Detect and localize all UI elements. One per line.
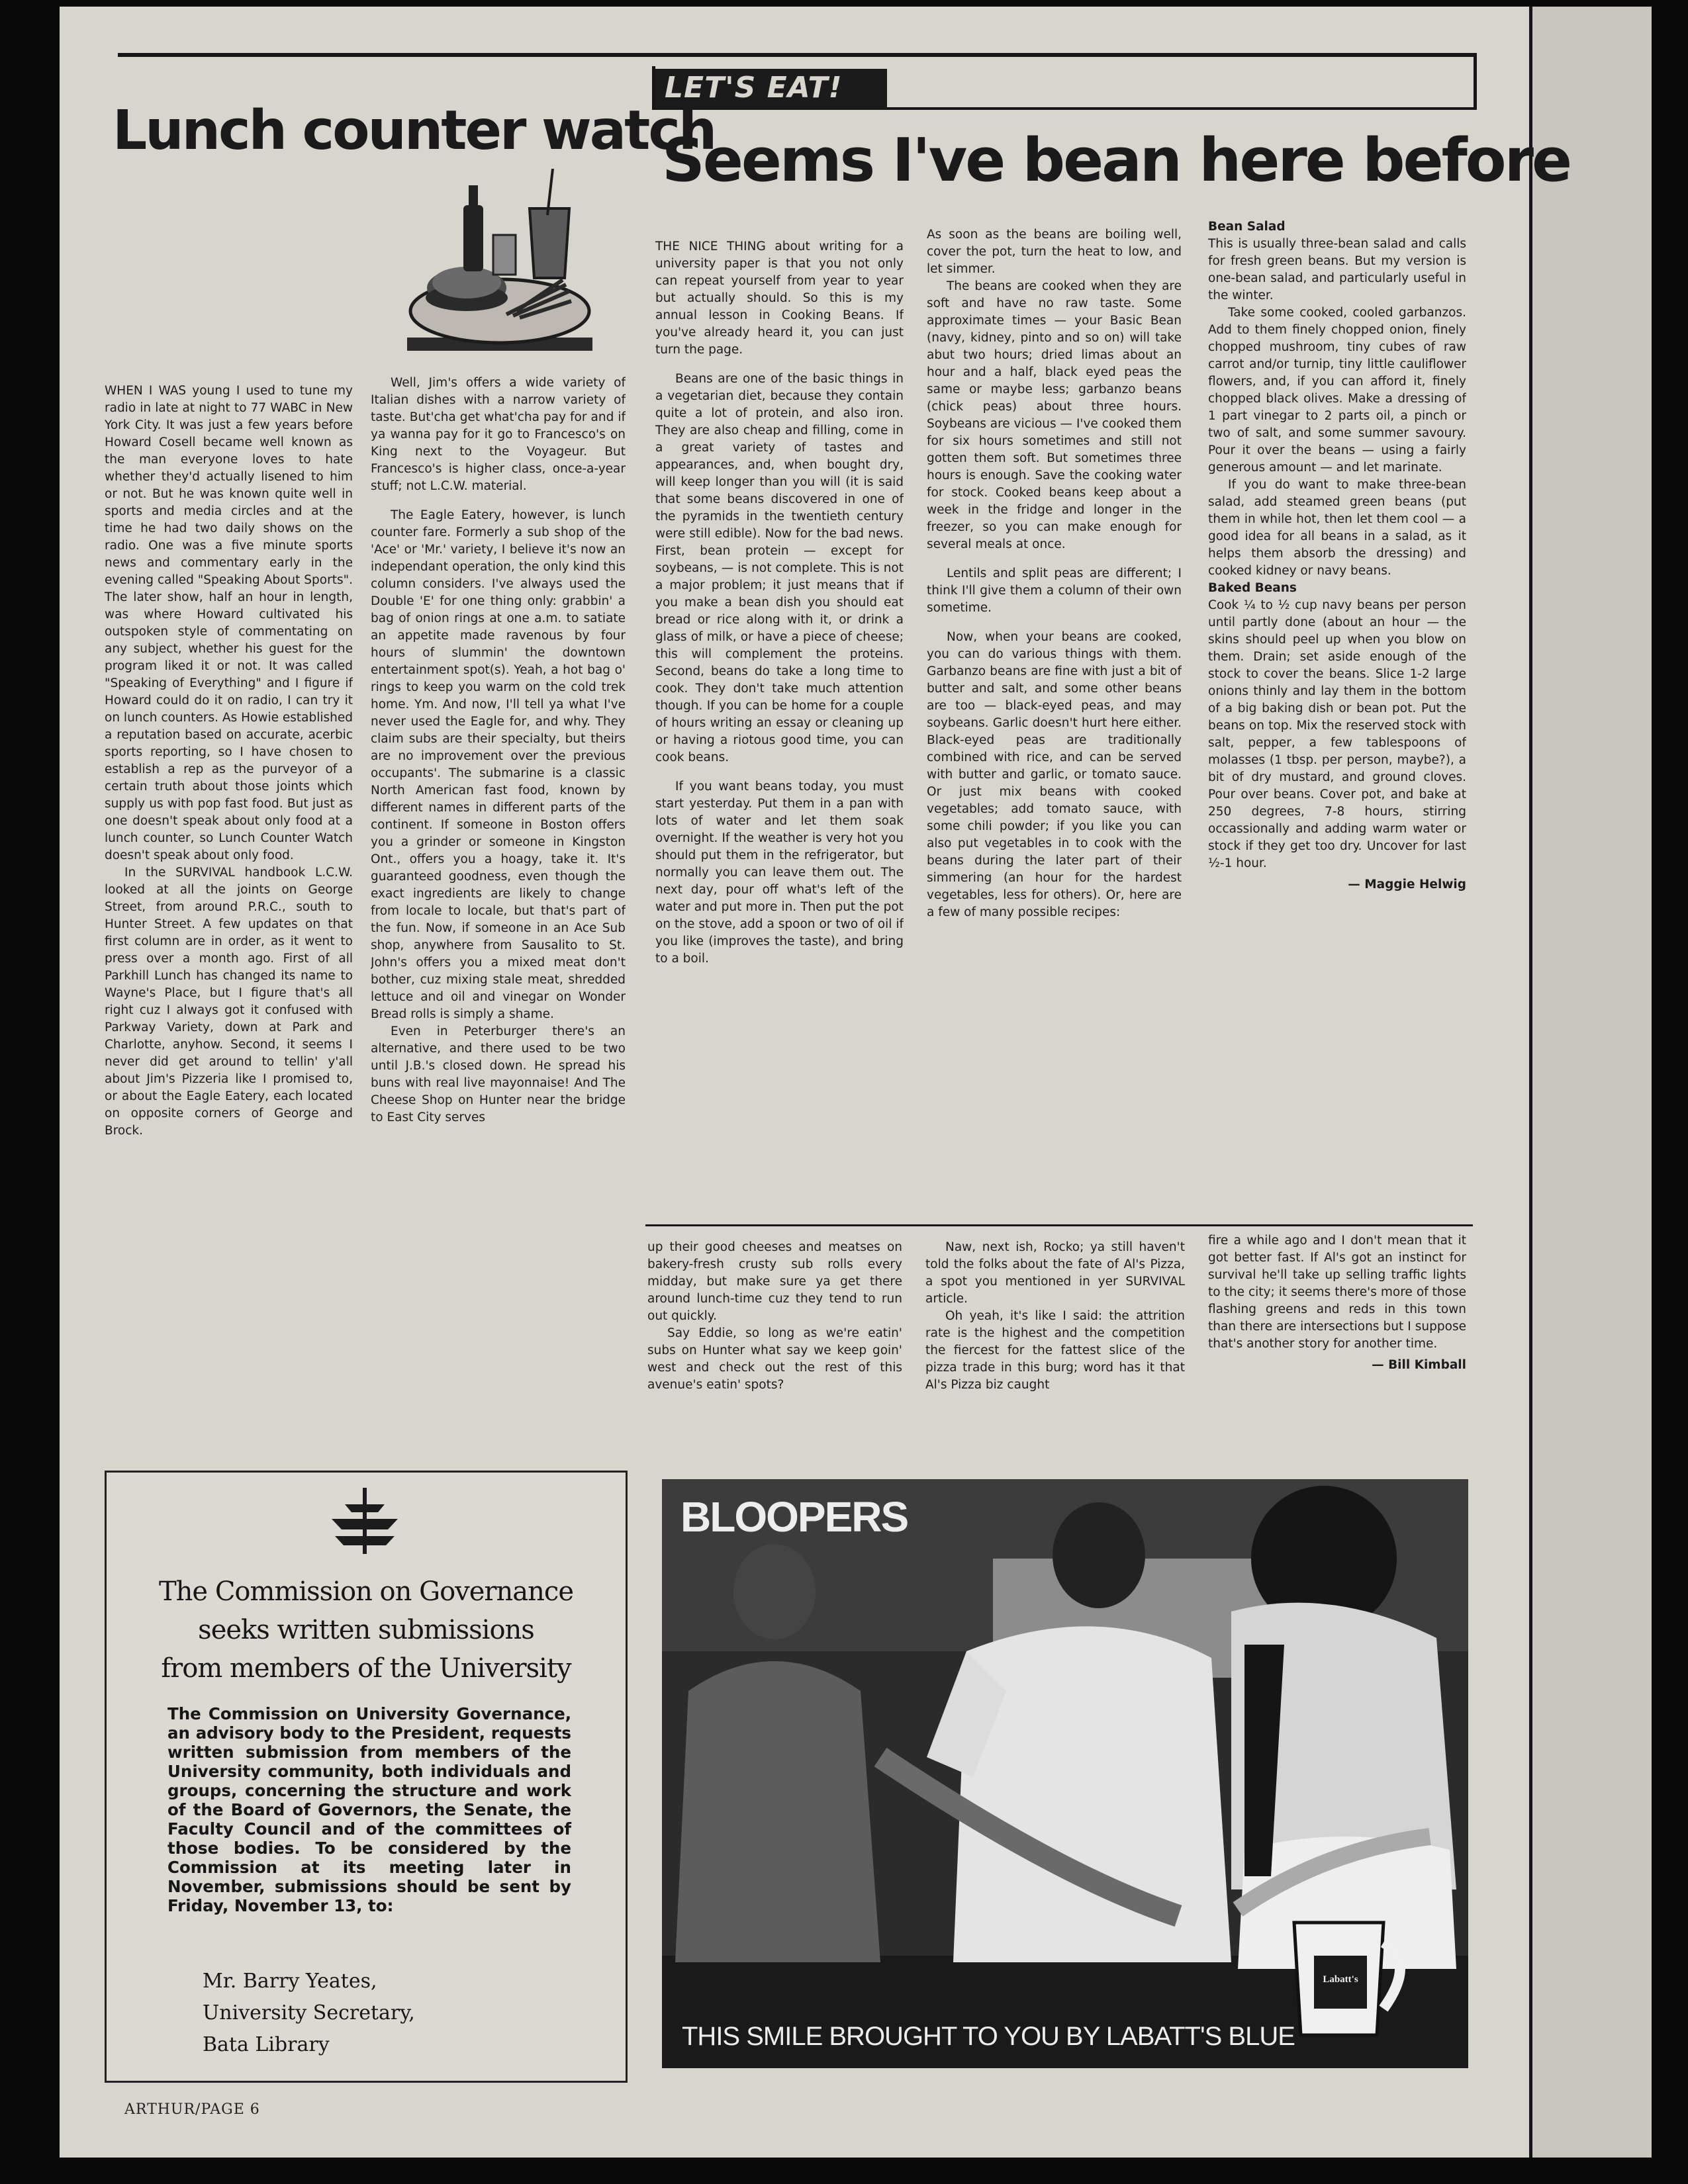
paragraph: Lentils and split peas are different; I think I'll give them a column of their own sometime. <box>927 567 1182 615</box>
lunch-column-4 <box>925 1239 1185 1457</box>
paragraph: As soon as the beans are boiling well, cover the pot, turn the heat to low, and let simmer. <box>927 228 1182 276</box>
commission-headline-2: seeks written submissions <box>198 1615 534 1645</box>
ad-title: BLOOPERS <box>680 1493 908 1541</box>
paragraph: Say Eddie, so long as we're eatin' subs on Hunter what say we keep goin' west and check out the rest of this avenue's eatin' spots? <box>647 1326 902 1392</box>
column-divider-rule <box>645 1224 1473 1226</box>
paragraph: This is usually three-bean salad and calls for fresh green beans. But my version is one-bean salad, and particularly useful in the winter. <box>1208 237 1466 302</box>
paragraph: The Eagle Eatery, however, is lunch counter fare. Formerly a sub shop of the 'Ace' or 'Mr.' variety, I believe it's now an independant operation, the only kind this column considers. I've always used the Double 'E' for one thing only: grabbin' a bag of onion rings at one a.m. to satiate an appetite made ravenous by four hours of slummin' the downtown entertainment spot(s). Yeah, a hot bag o' rings to keep you warm on the cold trek home. Ym. And now, I'll tell ya what I've never used the Eagle for, and why. They claim subs are their specialty, but theirs are no improvement over the previous occupants'. The submarine is a classic North American fast food, known by different names in different parts of the continent. If someone in Boston offers you a grinder or someone in Kingston Ont., offers you a hoagy, take it. It's guaranteed goodness, even though the exact ingredients are likely to change from locale to locale, but that's part of the fun. Now, if someone in an Ace Sub shop, anywhere from Sausalito to St. John's offers you a mixed meat don't bother, cuz mixing stale meat, shredded lettuce and oil and vinegar on Wonder Bread rolls is simply a shame. <box>371 508 626 1021</box>
lunch-column-3 <box>647 1239 902 1457</box>
paragraph: fire a while ago and I don't mean that it got better fast. If Al's got an instinct for survival he'll take up selling traffic lights to the city; it seems there's more of those flashing greens and reds in this town than there are intersections but I suppose that's another story for another time. <box>1208 1234 1466 1351</box>
paragraph: Now, when your beans are cooked, you can do various things with them. Garbanzo beans are fine with just a bit of butter and salt, and some other beans are too — black-eyed peas, and may soybeans. Garlic doesn't hurt here either. Black-eyed peas are traditionally combined with rice, and can be served with butter and garlic, or tomato sauce. Or just mix beans with cooked vegetables; add tomato sauce, with some chili powder; if you like you can also put vegetables in to cook with the beans during the later part of their simmering (an hour for the hardest vegetables, less for others). Or, here are a few of many possible recipes: <box>927 630 1182 919</box>
paragraph: If you want beans today, you must start yesterday. Put them in a pan with lots of water and let them soak overnight. If the weather is very hot you should put them in the refrigerator, but normally you can leave them out. The next day, pour off what's left of the water and put more in. Then put the pot on the stove, add a spoon or two of oil if you like (improves the taste), and bring to a boil. <box>655 780 904 966</box>
paragraph: THE NICE THING about writing for a university paper is that you not only can repeat yourself from year to year but actually should. So this is my annual lesson in Cooking Beans. If you've already heard it, you can just turn the page. <box>655 240 904 357</box>
bean-column-1 <box>655 238 904 1211</box>
labatts-ad <box>662 1479 1468 2068</box>
byline: — Bill Kimball <box>1372 1358 1466 1372</box>
paragraph: In the SURVIVAL handbook L.C.W. looked at all the joints on George Street, from around P.R.C., south to Hunter Street. A few updates on that first column are in order, as it went to press over a month ago. First of all Parkhill Lunch has changed its name to Wayne's Place, but I figure that's all right cuz I always got it confused with Parkway Variety, down at Park and Charlotte, anyhow. Second, it seems I never did get around to tellin' y'all about Jim's Pizzeria like I promised to, or about the Eagle Eatery, each located on opposite corners of George and Brock. <box>105 866 353 1138</box>
banner-right-rule <box>1474 53 1477 110</box>
commission-address <box>203 1966 415 2061</box>
commission-body: The Commission on University Governance, an advisory body to the President, requests written submission from members of the University community, both individuals and groups, concerning the structure and work of the Board of Governors, the Senate, the Faculty Council and of the committees of those bodies. To be considered by the Commission at its meeting later in November, submissions should be sent by Friday, November 13, to: <box>167 1704 571 1915</box>
lunch-column-5 <box>1208 1232 1466 1457</box>
university-crest-icon <box>325 1484 404 1561</box>
recipe-heading: Bean Salad <box>1208 220 1286 234</box>
bean-headline: Seems I've bean here before <box>662 126 1571 195</box>
paragraph: up their good cheeses and meatses on bakery-fresh crusty sub rolls every midday, but make sure ya get there around lunch-time cuz they tend to run out quickly. <box>647 1240 902 1323</box>
paragraph: Take some cooked, cooled garbanzos. Add to them finely chopped onion, finely chopped mushroom, tiny cubes of raw carrot and/or turnip, tiny little cauliflower flowers, and, if you can afford it, finely chopped black olives. Make a dressing of 1 part vinegar to 2 parts oil, a pinch or two of salt, and some summer savoury. Pour it over the beans — using a fairly generous amount — and let marinate. <box>1208 306 1466 475</box>
address-line: Bata Library <box>203 2033 330 2056</box>
paragraph: The beans are cooked when they are soft and have no raw taste. Some approximate times — your Basic Bean (navy, kidney, pinto and so on) will take abut two hours; dried limas about an hour and a half, black eyed peas the same or maybe less; garbanzo beans (chick peas) about three hours. Soybeans are vicious — I've cooked them for six hours sometimes and still not gotten them soft. But sometimes three hours is enough. Save the cooking water for stock. Cooked beans keep about a week in the fridge and longer in the freezer, so you can make enough for several meals at once. <box>927 279 1182 551</box>
next-page-edge <box>1532 7 1652 2158</box>
address-line: Mr. Barry Yeates, <box>203 1970 377 1993</box>
paragraph: Even in Peterburger there's an alternative, and there used to be two until J.B.'s closed down. He spread his buns with real live mayonnaise! And The Cheese Shop on Hunter near the bridge to East City serves <box>371 1024 626 1124</box>
commission-notice <box>105 1471 628 2083</box>
paragraph: WHEN I WAS young I used to tune my radio in late at night to 77 WABC in New York City. It was just a few years before Howard Cosell became well known as the man everyone loves to hate whether they'd actually lisened to him or not. But he was known quite well in sports and media circles and at the time he had two daily shows on the radio. One was a five minute sports news and commentary early in the evening called "Speaking About Sports". The later show, half an hour in length, was where Howard cultivated his outspoken style of commentating on any subject, whether his guest for the program liked it or not. It was called "Speaking of Everything" and I figure if Howard could do it on radio, I can try it on lunch counters. As Howie established a reputation based on accurate, acerbic sports reporting, so I have chosen to establish a rep as the purveyor of a certain truth about those joints which supply us with pop fast food. But just as one doesn't speak about only food at a lunch counter, so Lunch Counter Watch doesn't speak about only food. <box>105 384 353 862</box>
paragraph: Cook ¼ to ½ cup navy beans per person until partly done (about an hour — the skins should peel up when you blow on them. Drain; set aside enough of the stock to cover the beans. Slice 1-2 large onions thinly and lay them in the bottom of a big baking dish or bean pot. Put the beans on top. Mix the reserved stock with salt, pepper, a few tablespoons of molasses (1 tbsp. per person, maybe?), a bit of dry mustard, and ground cloves. Pour over beans. Cover pot, and bake at 250 degrees, 7-8 hours, stirring occassionally and adding warm water or stock if they get too dry. Uncover for last ½-1 hour. <box>1208 598 1466 870</box>
commission-headline-3: from members of the University <box>161 1653 571 1684</box>
commission-headline-1: The Commission on Governance <box>158 1576 573 1607</box>
bean-column-2 <box>927 226 1182 1211</box>
paragraph: Oh yeah, it's like I said: the attrition rate is the highest and the competition the fiercest for the fattest slice of the pizza trade in this burg; word has it that Al's Pizza biz caught <box>925 1309 1185 1392</box>
burger-illustration <box>400 169 599 361</box>
bean-column-3 <box>1208 218 1466 1211</box>
paragraph: Naw, next ish, Rocko; ya still haven't told the folks about the fate of Al's Pizza, a spot you mentioned in yer SURVIVAL article. <box>925 1240 1185 1306</box>
lunch-headline: Lunch counter watch <box>113 99 716 162</box>
paragraph: Beans are one of the basic things in a vegetarian diet, because they contain quite a lot of protein, and also iron. They are also cheap and filling, come in a great variety of tastes and appearances, and, when bought dry, will keep longer than you will (it is said that some beans discovered in one of the pyramids in the twentieth century were still edible). Now for the bad news. First, bean protein — except for soybeans, — is not complete. This is not a major problem; it just means that if you make a bean dish you should eat bread or rice along with it, or drink a glass of milk, or have a piece of cheese; this will complement the proteins. Second, beans do take a long time to cook. They don't take much attention though. If you can be home for a couple of hours writing an essay or cleaning up or having a riotous good time, you can cook beans. <box>655 372 904 764</box>
byline: — Maggie Helwig <box>1348 878 1466 891</box>
lunch-column-1 <box>105 383 353 1455</box>
lunch-column-2 <box>371 375 626 1455</box>
top-rule <box>118 53 1475 57</box>
page-footer: ARTHUR/PAGE 6 <box>124 2101 260 2118</box>
ad-tagline: THIS SMILE BROUGHT TO YOU BY LABATT'S BLUE <box>682 2022 1295 2051</box>
paragraph: Well, Jim's offers a wide variety of Italian dishes with a narrow variety of taste. But'cha get what'cha pay for and if ya wanna pay for it go to Francesco's on King next to the Voyageur. But Francesco's is higher class, once-a-year stuff; not L.C.W. material. <box>371 376 626 493</box>
recipe-heading: Baked Beans <box>1208 581 1297 595</box>
mug-label: Labatt's <box>1323 1974 1358 1985</box>
section-banner: LET'S EAT! <box>655 69 887 109</box>
paragraph: If you do want to make three-bean salad, add steamed green beans (put them in while hot, then let them cool — a good idea for all beans in a salad, as it helps them absorb the dressing) and cooked kidney or navy beans. <box>1208 478 1466 578</box>
address-line: University Secretary, <box>203 2001 415 2025</box>
